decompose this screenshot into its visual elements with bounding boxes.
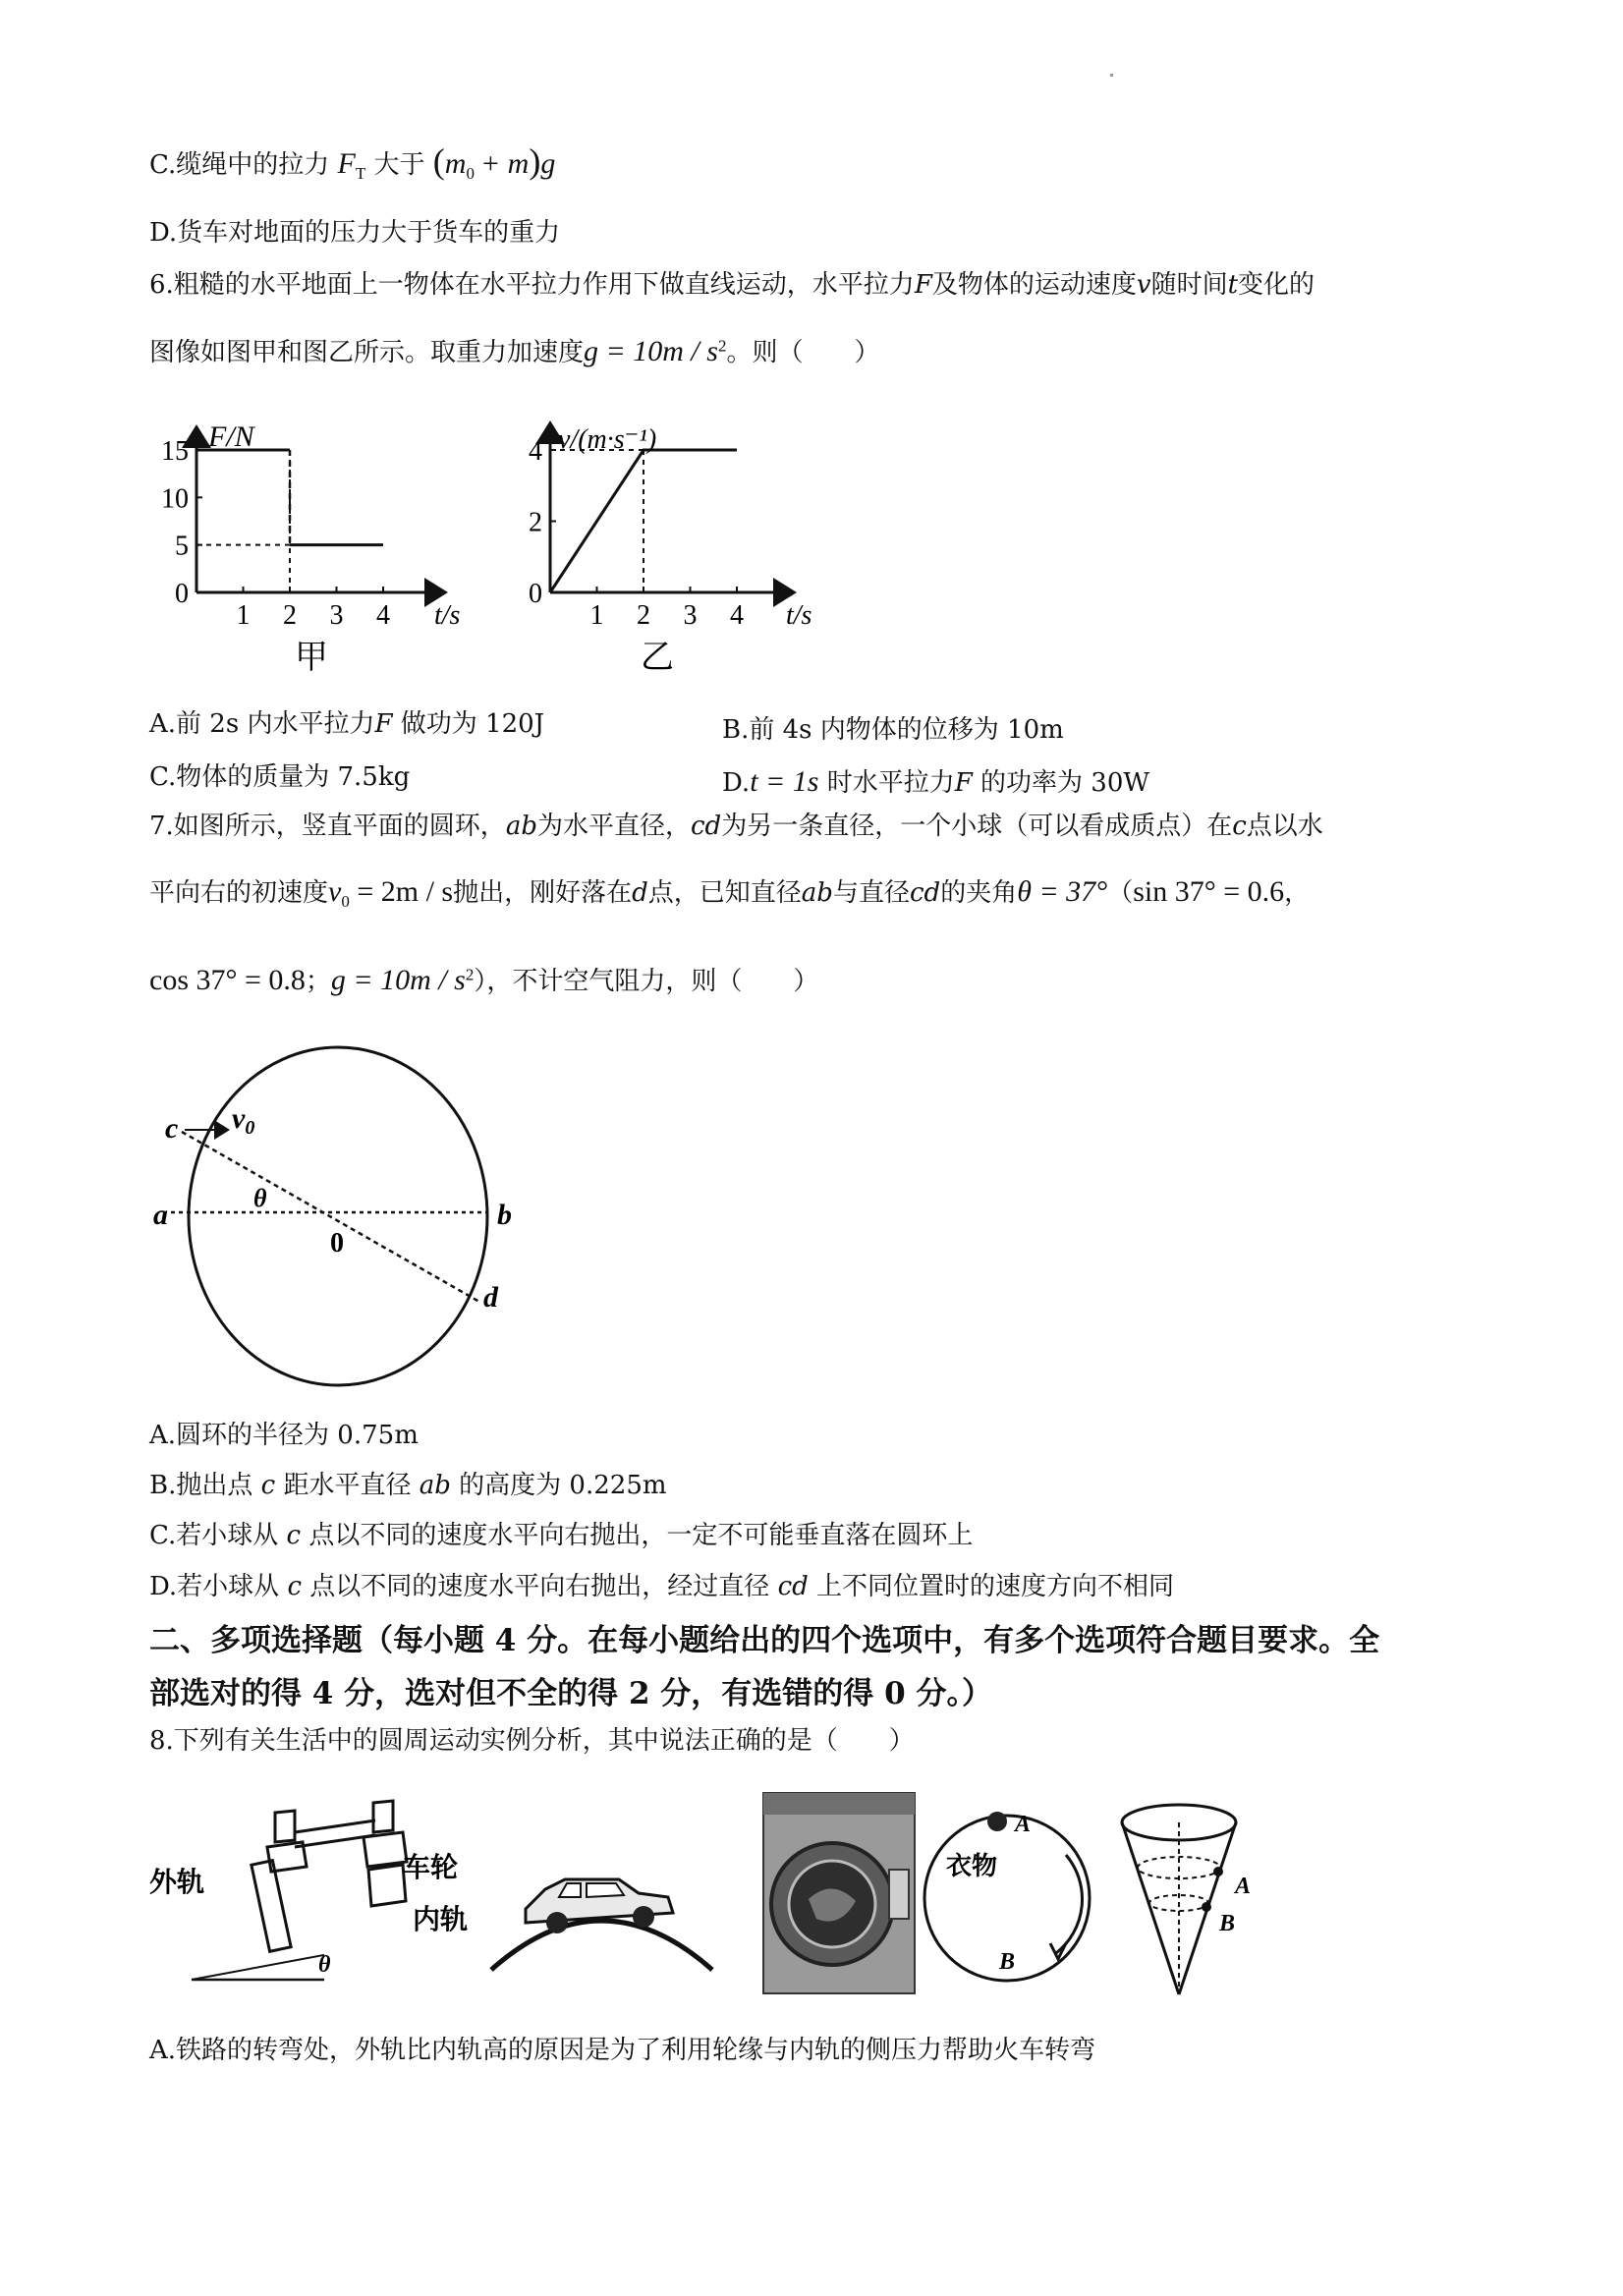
q5-option-c: C.缆绳中的拉力 $F_T$ 大于 $(m_0 + m)g$: [149, 141, 556, 184]
rail-outer-label: 外轨: [149, 1868, 205, 1898]
figure-car-arch-bridge: [486, 1832, 717, 1980]
rail-wheel-label: 车轮: [403, 1853, 459, 1883]
label-b: b: [497, 1199, 512, 1231]
q6-option-c: C.物体的质量为 7.5kg: [149, 762, 411, 792]
label-v0: $v_0$: [232, 1102, 255, 1139]
yi-xtick-1: 1: [589, 600, 604, 631]
q7-option-a: A.圆环的半径为 0.75m: [149, 1421, 419, 1450]
scan-speck: [1110, 74, 1113, 77]
q6-stem-line2: 图像如图甲和图乙所示。取重力加速度$g = 10m / s^2$。则（ ）: [149, 335, 880, 367]
figure-drum-clothes: [919, 1796, 1095, 1992]
label-theta: θ: [253, 1184, 267, 1212]
car-wheel-rear: [546, 1912, 568, 1933]
ring: [189, 1047, 487, 1385]
jia-ytick-15: 15: [161, 436, 189, 467]
q6-option-d: D.t = 1s 时水平拉力F 的功率为 30W: [722, 765, 1150, 798]
yi-ylabel: v/(m·s⁻¹): [558, 424, 657, 455]
clothes-dot: [987, 1812, 1007, 1831]
label-c: c: [165, 1112, 179, 1145]
q6-option-a: A.前 2s 内水平拉力F 做功为 120J: [149, 709, 545, 739]
yi-xtick-4: 4: [730, 600, 744, 631]
clothes-label-B: B: [999, 1949, 1016, 1975]
figure-cone: [1115, 1793, 1262, 2004]
label-o: 0: [330, 1228, 344, 1259]
cone-label-A: A: [1235, 1874, 1252, 1899]
clothes-label-A: A: [1015, 1812, 1032, 1837]
figure-washing-machine: [761, 1791, 919, 1997]
jia-caption: 甲: [295, 640, 328, 676]
yi-caption: 乙: [641, 640, 674, 676]
q8-stem: 8.下列有关生活中的圆周运动实例分析，其中说法正确的是（ ）: [149, 1726, 915, 1756]
rail-theta-label: θ: [318, 1952, 331, 1978]
section2-heading-line2: 部选对的得 4 分，选对但不全的得 2 分，有选错的得 0 分。）: [149, 1676, 992, 1711]
section2-heading-line1: 二、多项选择题（每小题 4 分。在每小题给出的四个选项中，有多个选项符合题目要求。全: [149, 1623, 1380, 1658]
yi-xlabel: t/s: [786, 600, 812, 631]
label-d: d: [483, 1281, 498, 1314]
figure-circle-projectile: [147, 1041, 540, 1395]
yi-ytick-4: 4: [529, 436, 542, 467]
jia-ytick-0: 0: [175, 579, 189, 609]
q7-option-d: D.若小球从 c 点以不同的速度水平向右抛出，经过直径 cd 上不同位置时的速度方向不相同: [149, 1572, 1175, 1601]
figure-jia-force-time: [157, 413, 472, 688]
q7-option-b: B.抛出点 c 距水平直径 ab 的高度为 0.225m: [149, 1471, 667, 1500]
q6-stem-line1: 6.粗糙的水平地面上一物体在水平拉力作用下做直线运动，水平拉力F及物体的运动速度v随时间t变化的: [149, 270, 1315, 300]
figure-rail-curve-right: [255, 1793, 481, 2009]
yi-xtick-2: 2: [637, 600, 650, 631]
yi-ytick-2: 2: [529, 507, 542, 538]
q5-option-d: D.货车对地面的压力大于货车的重力: [149, 218, 561, 248]
jia-ytick-5: 5: [175, 531, 189, 562]
jia-xtick-4: 4: [376, 600, 390, 631]
q7-option-c: C.若小球从 c 点以不同的速度水平向右抛出，一定不可能垂直落在圆环上: [149, 1521, 974, 1550]
rail-inner-label: 内轨: [413, 1905, 469, 1935]
jia-xlabel: t/s: [434, 600, 461, 631]
figure-yi-velocity-time: [511, 413, 825, 688]
yi-ytick-0: 0: [529, 579, 542, 609]
yi-xtick-3: 3: [683, 600, 698, 631]
q8-option-a: A.铁路的转弯处，外轨比内轨高的原因是为了利用轮缘与内轨的侧压力帮助火车转弯: [149, 2036, 1096, 2065]
clothes-label: 衣物: [946, 1852, 998, 1880]
cone-label-B: B: [1219, 1911, 1236, 1936]
diameter-cd: [182, 1132, 479, 1302]
jia-ytick-10: 10: [161, 483, 189, 515]
q6-option-b: B.前 4s 内物体的位移为 10m: [722, 715, 1064, 745]
jia-xtick-2: 2: [283, 600, 297, 631]
jia-xtick-1: 1: [236, 600, 251, 631]
q7-stem-line1: 7.如图所示，竖直平面的圆环，ab为水平直径，cd为另一条直径，一个小球（可以看成质点）在c点以水: [149, 812, 1323, 841]
jia-xtick-3: 3: [329, 600, 344, 631]
bridge-arch: [491, 1921, 712, 1970]
q7-stem-line2: 平向右的初速度$v_0 = 2m / s$抛出，刚好落在d点，已知直径ab与直径cd的夹角θ = 37°（sin 37° = 0.6，: [149, 875, 1311, 912]
car-wheel-front: [633, 1906, 654, 1928]
jia-ylabel: F/N: [208, 420, 254, 453]
q7-stem-line3: cos 37° = 0.8；$g = 10m / s^2$），不计空气阻力，则（ ）: [149, 964, 819, 996]
label-a: a: [153, 1199, 168, 1231]
